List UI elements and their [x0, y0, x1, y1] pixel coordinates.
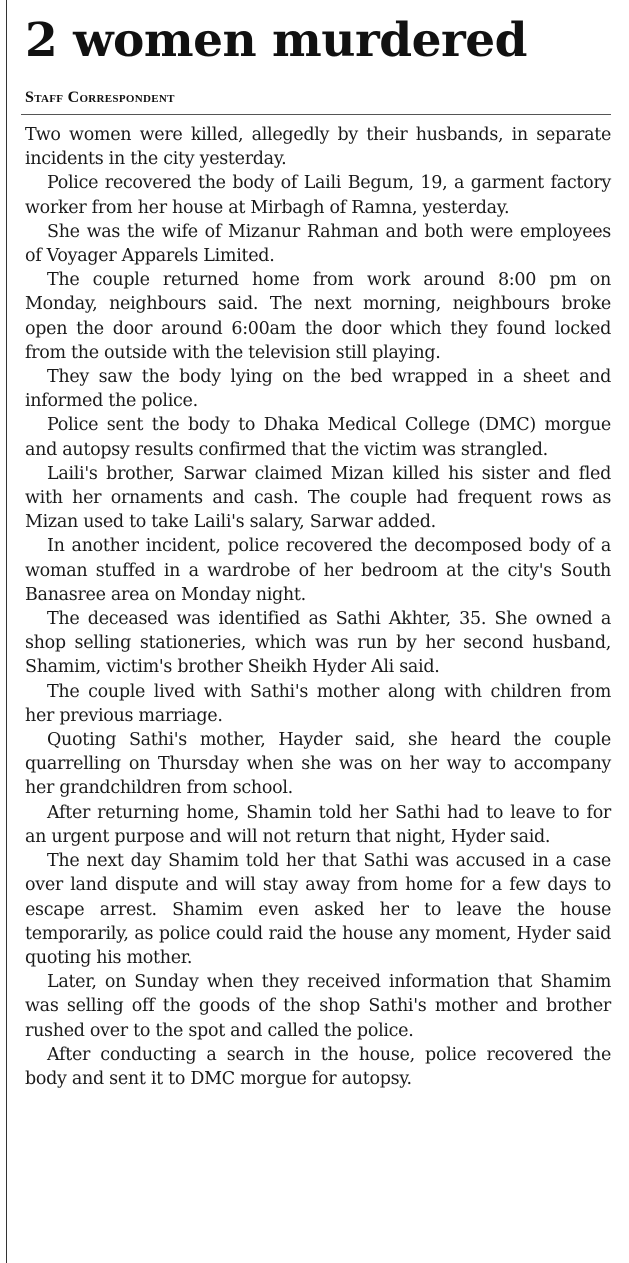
paragraph-13: The next day Shamim told her that Sathi was accused in a case over land dispute and will stay away from home for a few days to escape arrest. Shamim even asked her to leave the house temporarily, as police could raid the house any moment, Hyder said quoting his mother. [25, 851, 611, 968]
paragraph-5: They saw the body lying on the bed wrapped in a sheet and informed the police. [25, 367, 611, 412]
paragraph-12: After returning home, Shamin told her Sathi had to leave to for an urgent purpose and will not return that night, Hyder said. [25, 802, 611, 847]
byline-divider [21, 114, 611, 115]
paragraph-7: Laili's brother, Sarwar claimed Mizan killed his sister and fled with her ornaments and cash. The couple had frequent rows as Mizan used to take Laili's salary, Sarwar added. [25, 463, 611, 533]
paragraph-15: After conducting a search in the house, police recovered the body and sent it to DMC morgue for autopsy. [25, 1044, 611, 1089]
paragraph-1: Two women were killed, allegedly by their husbands, in separate incidents in the city yesterday. [25, 125, 611, 170]
news-article [25, 6, 611, 1091]
column-rule [6, 0, 7, 1263]
paragraph-3: She was the wife of Mizanur Rahman and both were employees of Voyager Apparels Limited. [25, 221, 611, 267]
paragraph-2: Police recovered the body of Laili Begum, 19, a garment factory worker from her house at Mirbagh of Ramna, yesterday. [25, 173, 611, 218]
paragraph-9: The deceased was identified as Sathi Akhter, 35. She owned a shop selling stationeries, which was run by her second husband, Shamim, victim's brother Sheikh Hyder Ali said. [25, 609, 611, 678]
paragraph-14: Later, on Sunday when they received information that Shamim was selling off the goods of the shop Sathi's mother and brother rushed over to the spot and called the police. [25, 972, 611, 1041]
paragraph-4: The couple returned home from work around 8:00 pm on Monday, neighbours said. The next morning, neighbours broke open the door around 6:00am the door which they found locked from the outside with the television still playing. [25, 270, 611, 363]
article-body [25, 123, 611, 1091]
byline: Staff Correspondent [25, 89, 175, 106]
headline: 2 women murdered [25, 13, 528, 68]
paragraph-11: Quoting Sathi's mother, Hayder said, she heard the couple quarrelling on Thursday when she was on her way to accompany her grandchildren from school. [25, 730, 611, 799]
paragraph-8: In another incident, police recovered the decomposed body of a woman stuffed in a wardrobe of her bedroom at the city's South Banasree area on Monday night. [25, 536, 611, 605]
paragraph-6: Police sent the body to Dhaka Medical College (DMC) morgue and autopsy results confirmed that the victim was strangled. [25, 415, 611, 460]
paragraph-10: The couple lived with Sathi's mother along with children from her previous marriage. [25, 681, 611, 726]
